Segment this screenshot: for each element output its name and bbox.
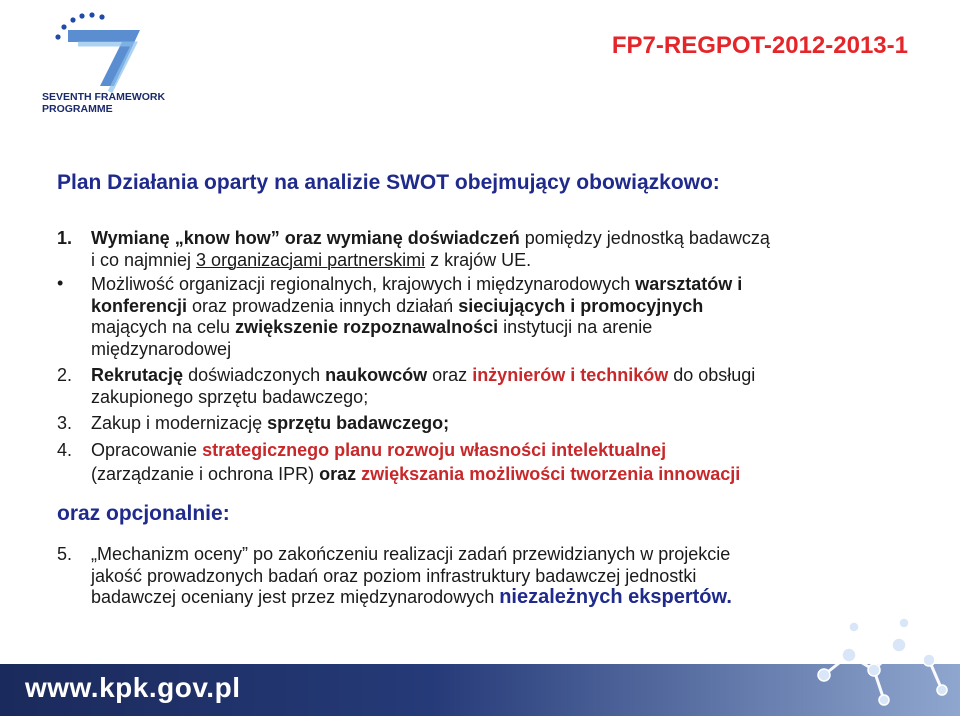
list-item-1	[57, 228, 897, 271]
item-5-text: badawczej oceniany jest przez międzynarodowych	[91, 587, 500, 607]
list-item-5	[57, 544, 897, 609]
programme-logo-line1: SEVENTH FRAMEWORK	[42, 91, 166, 103]
page-subtitle: Plan Działania oparty na analizie SWOT obejmujący obowiązkowo:	[57, 171, 720, 194]
item-2-text: doświadczonych	[183, 365, 326, 385]
bullet-emphasis: zwiększenie rozpoznawalności	[235, 317, 499, 337]
item-1-underlined: 3 organizacjami partnerskimi	[196, 249, 426, 270]
item-1-text: z krajów UE.	[425, 249, 532, 270]
list-item-2	[57, 365, 897, 408]
bullet-text: międzynarodowej	[91, 338, 232, 359]
item-number: 5.	[57, 544, 73, 564]
item-4-red-emphasis: strategicznego planu rozwoju własności intelektualnej	[202, 439, 667, 460]
bullet-text: mających na celu	[91, 317, 236, 337]
item-number: 3.	[57, 413, 73, 433]
item-5-blue-emphasis: niezależnych ekspertów.	[499, 586, 732, 608]
programme-logo-line2: PROGRAMME	[42, 103, 113, 115]
item-2-emphasis: naukowców	[325, 365, 428, 385]
item-5-text: „Mechanizm oceny” po zakończeniu realizacji zadań przewidzianych w projekcie	[91, 544, 731, 564]
item-4-text: Opracowanie	[91, 439, 203, 460]
bullet-mark: •	[57, 273, 64, 293]
footer-url: www.kpk.gov.pl	[25, 672, 241, 703]
item-4-emphasis: oraz	[319, 464, 357, 484]
item-number: 2.	[57, 365, 73, 385]
list-item-3	[57, 413, 897, 435]
action-plan-list	[57, 228, 897, 609]
programme-title: FP7-REGPOT-2012-2013-1	[611, 32, 908, 59]
item-5-text: jakość prowadzonych badań oraz poziom infrastruktury badawczej jednostki	[91, 565, 697, 586]
item-3-text: Zakup i modernizację	[91, 413, 268, 433]
item-2-emphasis: Rekrutację	[91, 365, 184, 385]
item-number: 1.	[57, 228, 73, 248]
item-2-text: oraz	[427, 365, 473, 385]
bullet-emphasis: sieciujących i promocyjnych	[458, 295, 704, 316]
bullet-emphasis: konferencji	[91, 295, 188, 316]
item-2-red-emphasis: inżynierów i techników	[472, 365, 669, 385]
item-2-text: do obsługi	[668, 365, 756, 385]
item-1-emphasis: Wymianę „know how” oraz wymianę doświadczeń	[91, 228, 520, 248]
bullet-emphasis: warsztatów i	[635, 274, 743, 294]
item-number: 4.	[57, 439, 73, 460]
item-1-text: pomiędzy jednostką badawczą	[519, 228, 770, 248]
molecule-graphic-icon	[804, 615, 954, 710]
item-4-text: (zarządzanie i ochrona IPR)	[91, 464, 320, 484]
item-3-emphasis: sprzętu badawczego;	[267, 413, 450, 433]
item-1-text: i co najmniej	[91, 249, 197, 270]
bullet-text: oraz prowadzenia innych działań	[187, 295, 459, 316]
bullet-text: instytucji na arenie	[498, 317, 653, 337]
optional-heading: oraz opcjonalnie:	[57, 501, 230, 525]
bullet-text: Możliwość organizacji regionalnych, krajowych i międzynarodowych	[91, 274, 636, 294]
item-4-red-emphasis: zwiększania możliwości tworzenia innowacji	[361, 464, 741, 484]
fp7-logo	[38, 8, 166, 116]
list-item-4	[57, 440, 897, 486]
list-bullet-item	[57, 274, 897, 360]
item-2-text: zakupionego sprzętu badawczego;	[91, 386, 369, 407]
